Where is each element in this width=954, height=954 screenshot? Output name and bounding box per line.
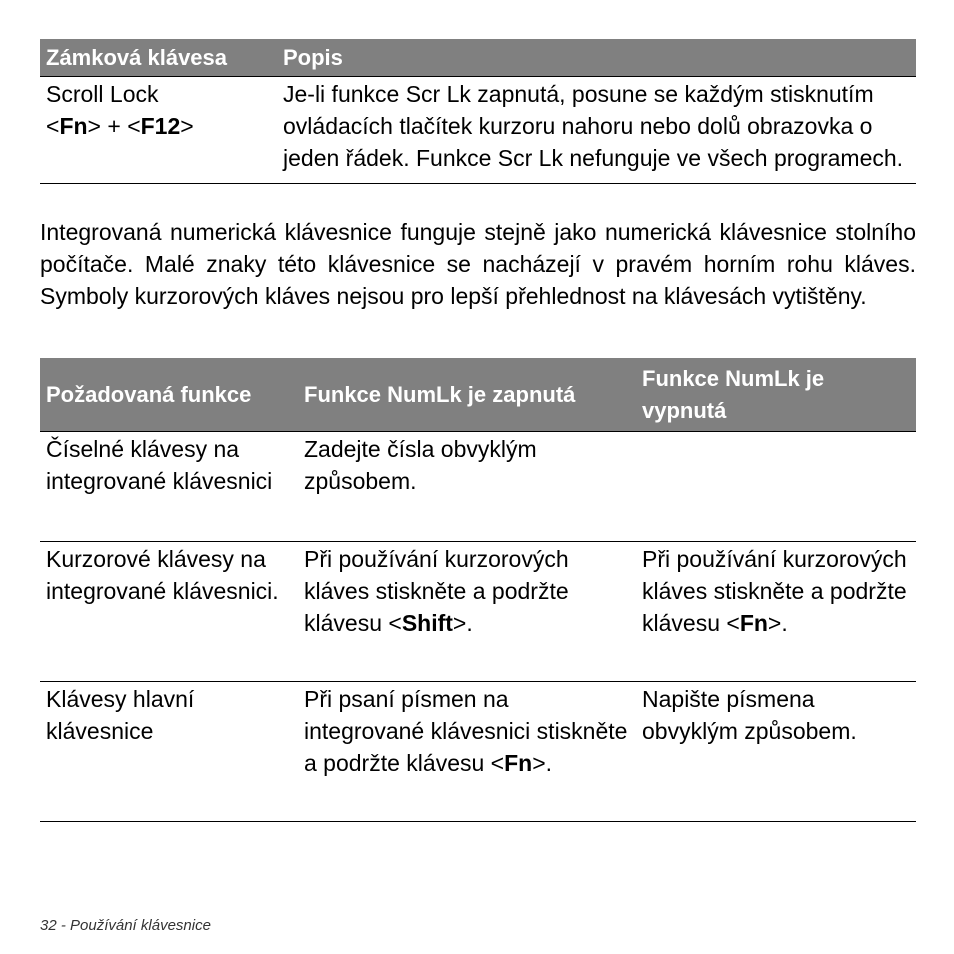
function-cell: Číselné klávesy na integrované klávesnici — [40, 432, 298, 542]
key-fn: Fn — [739, 610, 768, 636]
combo-key-f12: F12 — [140, 113, 181, 139]
numeric-keypad-paragraph: Integrovaná numerická klávesnice funguje stejně jako numerická klávesnice stolního počítače. Malé znaky této klávesnice se nacházejí v pravém horním rohu kláves. Symboly kurzorových kláves nejsou pro lepší přehlednost na klávesách vytištěny. — [40, 219, 916, 309]
key-shift: Shift — [401, 610, 453, 636]
lock-key-name: Scroll Lock — [46, 81, 159, 107]
numlock-off-cell — [636, 432, 916, 542]
lock-key-combo — [46, 110, 271, 142]
numlock-header-on: Funkce NumLk je zapnutá — [298, 358, 636, 432]
combo-mid: > + < — [87, 113, 141, 139]
table-row — [40, 77, 916, 184]
numlock-table — [40, 358, 916, 822]
page-footer: 32 - Používání klávesnice — [40, 917, 211, 934]
table-row — [40, 432, 916, 542]
combo-open: < — [46, 113, 60, 139]
numlock-on-cell: Zadejte čísla obvyklým způsobem. — [298, 432, 636, 542]
numlock-off-cell: Při používání kurzorových kláves stiskněte a podržte klávesu <Fn>. — [636, 542, 916, 682]
numlock-on-cell: Při psaní písmen na integrované klávesnici stiskněte a podržte klávesu <Fn>. — [298, 682, 636, 822]
table-row — [40, 682, 916, 822]
lock-keys-table — [40, 39, 916, 184]
document-page — [40, 0, 916, 954]
lock-table-header-row — [40, 39, 916, 77]
lock-key-description: Je-li funkce Scr Lk zapnutá, posune se každým stisknutím ovládacích tlačítek kurzoru nahoru nebo dolů obrazovka o jeden řádek. Funkce Scr Lk nefunguje ve všech programech. — [277, 77, 916, 184]
numlock-header-function: Požadovaná funkce — [40, 358, 298, 432]
lock-table-header-description: Popis — [277, 39, 916, 77]
lock-table-header-key: Zámková klávesa — [40, 39, 277, 77]
numlock-off-cell: Napište písmena obvyklým způsobem. — [636, 682, 916, 822]
function-cell: Kurzorové klávesy na integrované klávesnici. — [40, 542, 298, 682]
numlock-header-off: Funkce NumLk je vypnutá — [636, 358, 916, 432]
combo-close: > — [180, 113, 194, 139]
function-cell: Klávesy hlavní klávesnice — [40, 682, 298, 822]
combo-key-fn: Fn — [59, 113, 88, 139]
lock-key-cell — [40, 77, 277, 184]
table-row — [40, 542, 916, 682]
key-fn: Fn — [504, 750, 533, 776]
numlock-on-cell: Při používání kurzorových kláves stiskněte a podržte klávesu <Shift>. — [298, 542, 636, 682]
numlock-table-header-row — [40, 358, 916, 432]
